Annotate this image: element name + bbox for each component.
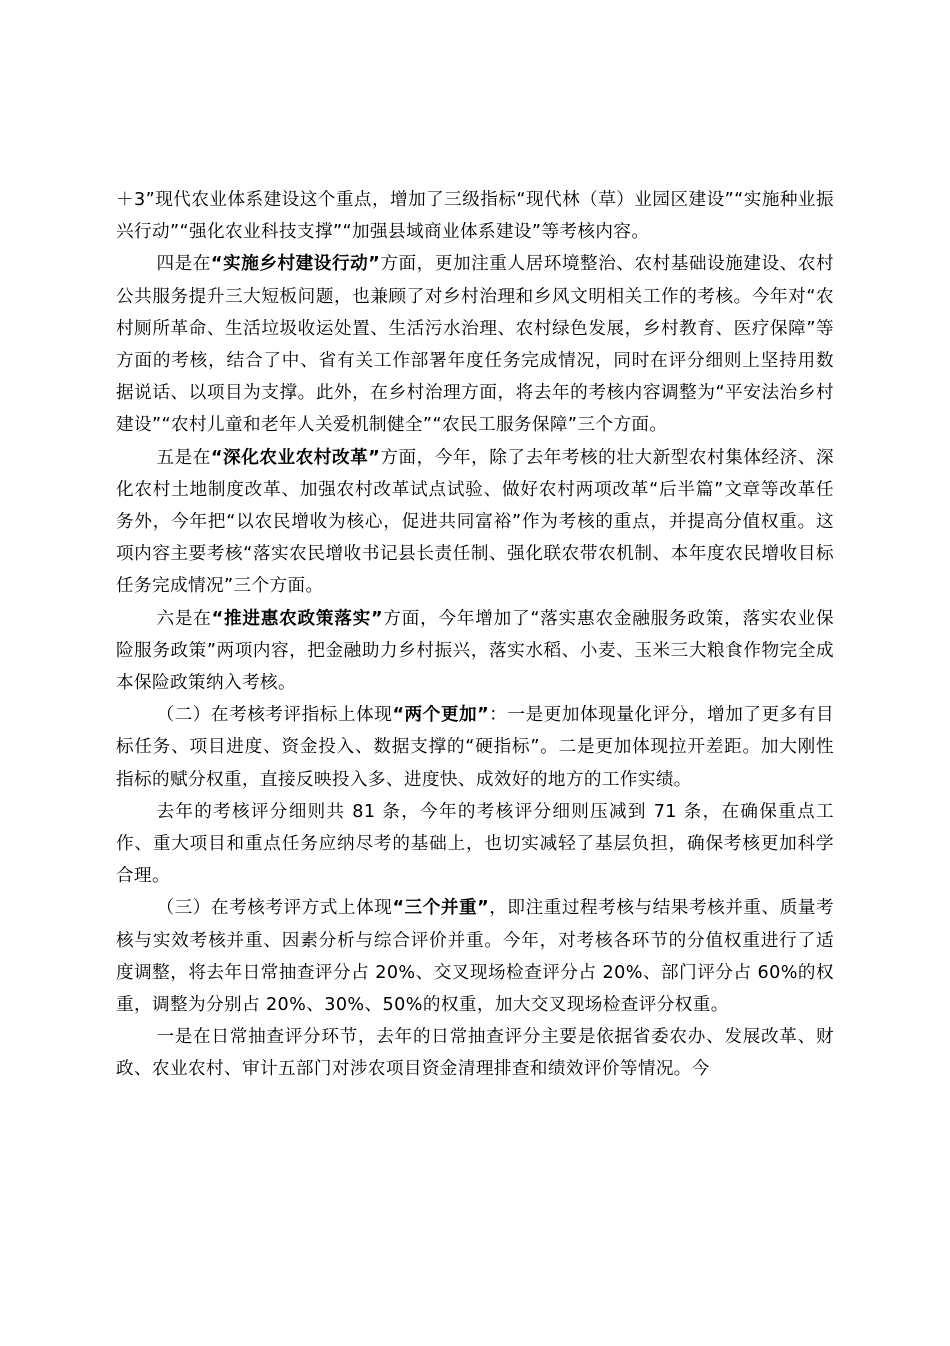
bold-heading: “三个并重”: [392, 898, 490, 919]
paragraph-2: [116, 248, 834, 441]
text-segment: 方面，今年，除了去年考核的壮大新型农村集体经济、深化农村土地制度改革、加强农村改革试点试验、做好农村两项改革“后半篇”文章等改革任务外，今年把“以农民增收为核心，促进共同富裕”作为考核的重点，并提高分值权重。这项内容主要考核“落实农民增收书记县长责任制、强化联农带农机制、本年度农民增收目标任务完成情况”三个方面。: [116, 447, 834, 597]
text-segment: 方面，更加注重人居环境整治、农村基础设施建设、农村公共服务提升三大短板问题，也兼顾了对乡村治理和乡风文明相关工作的考核。今年对“农村厕所革命、生活垃圾收运处置、生活污水治理、农村绿色发展，乡村教育、医疗保障”等方面的考核，结合了中、省有关工作部署年度任务完成情况，同时在评分细则上坚持用数据说话、以项目为支撑。此外，在乡村治理方面，将去年的考核内容调整为“平安法治乡村建设”“农村儿童和老年人关爱机制健全”“农民工服务保障”三个方面。: [116, 254, 834, 436]
paragraph-6: [116, 796, 834, 893]
document-body: [116, 184, 834, 1086]
paragraph-8: [116, 1021, 834, 1085]
text-segment: 方面，今年增加了“落实惠农金融服务政策，落实农业保险服务政策”两项内容，把金融助力乡村振兴，落实水稻、小麦、玉米三大粮食作物完全成本保险政策纳入考核。: [116, 608, 834, 694]
paragraph-7: [116, 892, 834, 1021]
text-segment: 四是在: [156, 254, 211, 275]
bold-heading: “推进惠农政策落实”: [211, 608, 383, 629]
bold-heading: “深化农业农村改革”: [210, 447, 381, 468]
text-segment: ，即注重过程考核与结果考核并重、质量考核与实效考核并重、因素分析与综合评价并重。今年，对考核各环节的分值权重进行了适度调整，将去年日常抽查评分占 20%、交叉现场检查评分占 20%、部门评分占 60%的权重，调整为分别占 20%、30%、50%的权重，加大交叉现场检查评分权重。: [116, 898, 834, 1016]
paragraph-5: [116, 699, 834, 796]
text-segment: （二）在考核考评指标上体现: [156, 705, 393, 726]
text-segment: 五是在: [156, 447, 211, 468]
text-segment: 去年的考核评分细则共 81 条，今年的考核评分细则压减到 71 条，在确保重点工作、重大项目和重点任务应纳尽考的基础上，也切实减轻了基层负担，确保考核更加科学合理。: [116, 801, 834, 887]
bold-heading: “实施乡村建设行动”: [210, 254, 381, 275]
paragraph-4: [116, 603, 834, 700]
paragraph-1: [116, 184, 834, 248]
text-segment: （三）在考核考评方式上体现: [156, 898, 393, 919]
text-segment: ＋3”现代农业体系建设这个重点，增加了三级指标“现代林（草）业园区建设”“实施种业振兴行动”“强化农业科技支撑”“加强县域商业体系建设”等考核内容。: [116, 190, 834, 243]
paragraph-3: [116, 442, 834, 603]
text-segment: 六是在: [156, 608, 212, 629]
text-segment: ：一是更加体现量化评分，增加了更多有目标任务、项目进度、资金投入、数据支撑的“硬指标”。二是更加体现拉开差距。加大刚性指标的赋分权重，直接反映投入多、进度快、成效好的地方的工作实绩。: [116, 705, 834, 790]
text-segment: 一是在日常抽查评分环节，去年的日常抽查评分主要是依据省委农办、发展改革、财政、农业农村、审计五部门对涉农项目资金清理排查和绩效评价等情况。今: [116, 1027, 834, 1080]
bold-heading: “两个更加”: [392, 705, 490, 726]
